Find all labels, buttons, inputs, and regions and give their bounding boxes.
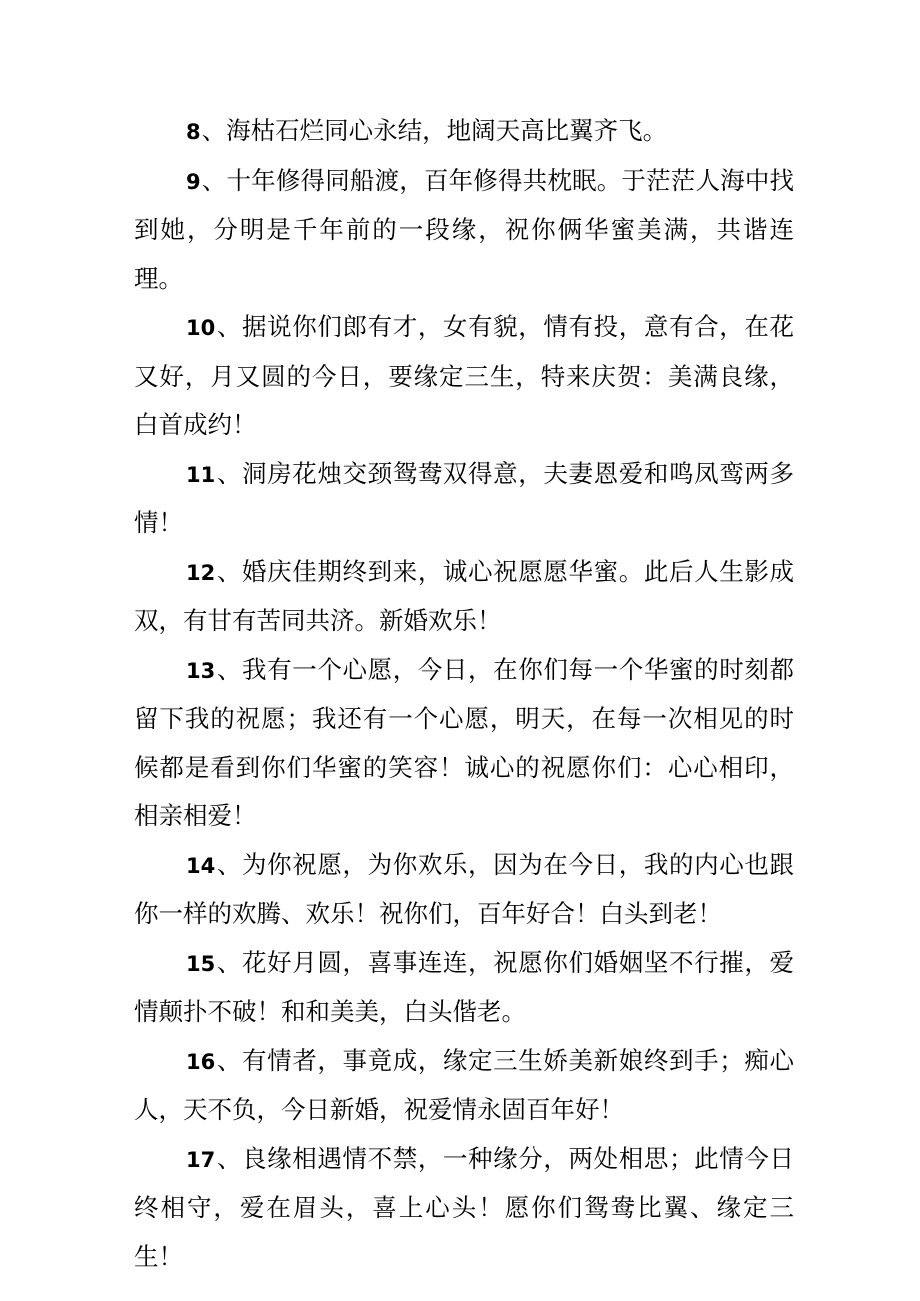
item-text: 、据说你们郎有才，女有貌，情有投，意有合，在花又好，月又圆的今日，要缘定三生，特来庆贺：美满良缘，白首成约！ <box>134 312 794 439</box>
item-number: 16 <box>186 1049 216 1074</box>
item-number: 15 <box>186 951 216 976</box>
item-text: 、为你祝愿，为你欢乐，因为在今日，我的内心也跟你一样的欢腾、欢乐！祝你们，百年好合！白头到老！ <box>134 849 794 928</box>
list-item <box>134 107 794 157</box>
item-text: 、有情者，事竟成，缘定三生娇美新娘终到手；痴心人，天不负，今日新婚，祝爱情永固百年好！ <box>134 1045 794 1124</box>
item-text: 、花好月圆，喜事连连，祝愿你们婚姻坚不行摧，爱情颠扑不破！和和美美，白头偕老。 <box>134 947 794 1026</box>
item-number: 8 <box>186 120 201 144</box>
item-text: 、洞房花烛交颈鸳鸯双得意，夫妻恩爱和鸣凤鸾两多情！ <box>134 458 794 537</box>
item-number: 9 <box>186 169 201 194</box>
item-number: 12 <box>186 560 216 585</box>
item-text: 、我有一个心愿，今日，在你们每一个华蜜的时刻都留下我的祝愿；我还有一个心愿，明天，在每一次相见的时候都是看到你们华蜜的笑容！诚心的祝愿你们：心心相印，相亲相爱！ <box>134 654 794 830</box>
list-item <box>134 939 794 1037</box>
item-text: 、良缘相遇情不禁，一种缘分，两处相思；此情今日终相守，爱在眉头，喜上心头！愿你们鸳鸯比翼、缘定三生！ <box>134 1143 794 1271</box>
list-item <box>134 841 794 939</box>
list-item <box>134 1135 794 1282</box>
document-body <box>134 107 794 1281</box>
item-number: 13 <box>186 658 216 683</box>
item-number: 14 <box>186 853 216 878</box>
list-item <box>134 1037 794 1135</box>
item-text: 、婚庆佳期终到来，诚心祝愿愿华蜜。此后人生影成双，有甘有苦同共济。新婚欢乐！ <box>134 556 794 635</box>
list-item <box>134 450 794 548</box>
item-number: 10 <box>186 316 216 340</box>
list-item <box>134 303 794 450</box>
list-item <box>134 157 794 304</box>
item-number: 11 <box>186 462 216 487</box>
list-item <box>134 548 794 646</box>
item-number: 17 <box>186 1147 216 1172</box>
item-text: 、十年修得同船渡，百年修得共枕眠。于茫茫人海中找到她，分明是千年前的一段缘，祝你俩华蜜美满，共谐连理。 <box>134 165 794 293</box>
list-item <box>134 646 794 841</box>
item-text: 、海枯石烂同心永结，地阔天高比翼齐飞。 <box>201 116 668 145</box>
